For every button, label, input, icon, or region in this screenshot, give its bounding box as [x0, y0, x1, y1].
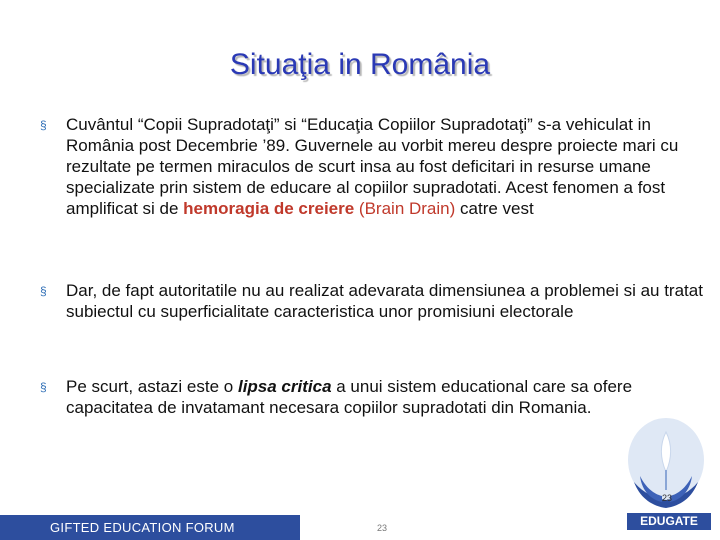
page-number: 23 — [377, 523, 388, 533]
bullet-3-end: a unui sistem educational care sa ofere capacitatea de invatamant necesara copiilor supradotati din Romania. — [66, 377, 633, 417]
bullet-1-end: catre vest — [455, 199, 534, 218]
bullet-1-brain-drain: (Brain Drain) — [354, 199, 456, 218]
logo-text: EDUGATE — [627, 513, 711, 530]
bullet-item-2 — [40, 280, 706, 322]
bullet-2-text: Dar, de fapt autoritatile nu au realizat adevarata dimensiunea a problemei si au tratat subiectul cu superficialitate caracteristica unor promisiuni electorale — [66, 281, 703, 321]
footer-label: GIFTED EDUCATION FORUM — [50, 520, 235, 535]
bullet-marker: § — [40, 118, 47, 132]
bullet-1-highlight: hemoragia de creiere — [183, 199, 355, 218]
logo-number: 23 — [662, 493, 673, 503]
slide-title: Situaţia in România — [229, 48, 491, 81]
bullet-1-text: Cuvântul “Copii Supradotaţi” si “Educaţia Copiilor Supradotaţi” s-a vehiculat in România post Decembrie ’89. Guvernele au vorbit mereu despre proiecte mari cu rezultate pe termen miraculos de scurt insa au fost deficitari in resurse umane specializate prin sistem de educare al copiilor supradotati. Acest fenomen a fost amplificat si de — [66, 115, 679, 218]
bullet-marker: § — [40, 380, 47, 394]
bullet-3-emphasis: lipsa critica — [237, 377, 332, 396]
footer-bar — [0, 515, 300, 540]
bullet-item-1 — [40, 114, 706, 219]
bullet-3-text: Pe scurt, astazi este o — [66, 377, 238, 396]
bullet-item-3 — [40, 376, 706, 418]
bullet-marker: § — [40, 284, 47, 298]
